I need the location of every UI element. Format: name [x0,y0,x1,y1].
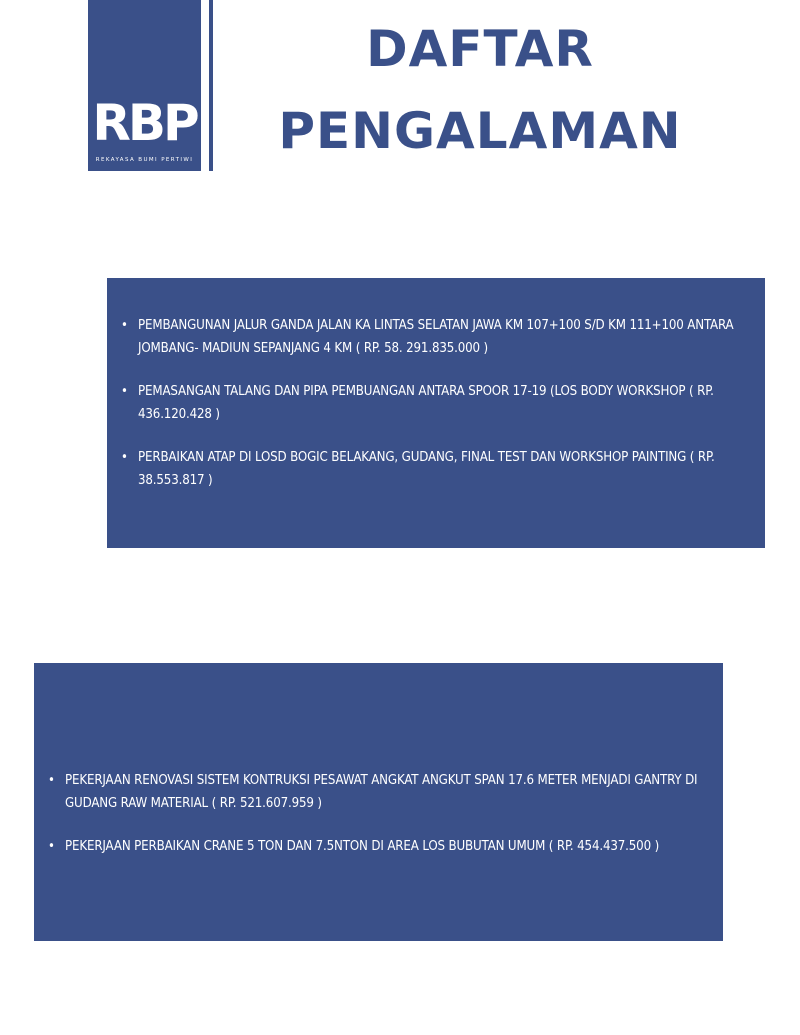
experience-panel-2 [34,663,723,941]
list-item [48,835,703,858]
experience-list-2 [48,769,703,858]
logo-text: RBP [92,94,197,152]
logo-divider [209,0,213,171]
list-item [48,769,703,815]
page-title-line-1: DAFTAR [366,20,594,78]
bullet-icon: • [121,318,128,333]
list-item [121,314,753,360]
list-item [121,446,753,492]
experience-item-text: PEMASANGAN TALANG DAN PIPA PEMBUANGAN ANTARA SPOOR 17-19 (LOS BODY WORKSHOP ( RP. 436.120.428 ) [138,384,714,422]
experience-list-1 [121,314,753,492]
bullet-icon: • [121,384,128,399]
page-title-line-2: PENGALAMAN [278,102,682,160]
logo-subtitle: REKAYASA BUMI PERTIWI [95,157,194,163]
bullet-icon: • [48,773,55,788]
experience-item-text: PEKERJAAN RENOVASI SISTEM KONTRUKSI PESAWAT ANGKAT ANGKUT SPAN 17.6 METER MENJADI GANTRY DI GUDANG RAW MATERIAL ( RP. 521.607.959 ) [65,773,698,811]
experience-item-text: PEMBANGUNAN JALUR GANDA JALAN KA LINTAS SELATAN JAWA KM 107+100 S/D KM 111+100 ANTARA JOMBANG- MADIUN SEPANJANG 4 KM ( RP. 58. 291.835.000 ) [138,318,734,356]
bullet-icon: • [121,450,128,465]
experience-item-text: PEKERJAAN PERBAIKAN CRANE 5 TON DAN 7.5NTON DI AREA LOS BUBUTAN UMUM ( RP. 454.437.500 ) [65,839,660,854]
company-logo [88,0,201,171]
bullet-icon: • [48,839,55,854]
experience-item-text: PERBAIKAN ATAP DI LOSD BOGIC BELAKANG, GUDANG, FINAL TEST DAN WORKSHOP PAINTING ( RP. 38.553.817 ) [138,450,715,488]
list-item [121,380,753,426]
experience-panel-1 [107,278,765,548]
